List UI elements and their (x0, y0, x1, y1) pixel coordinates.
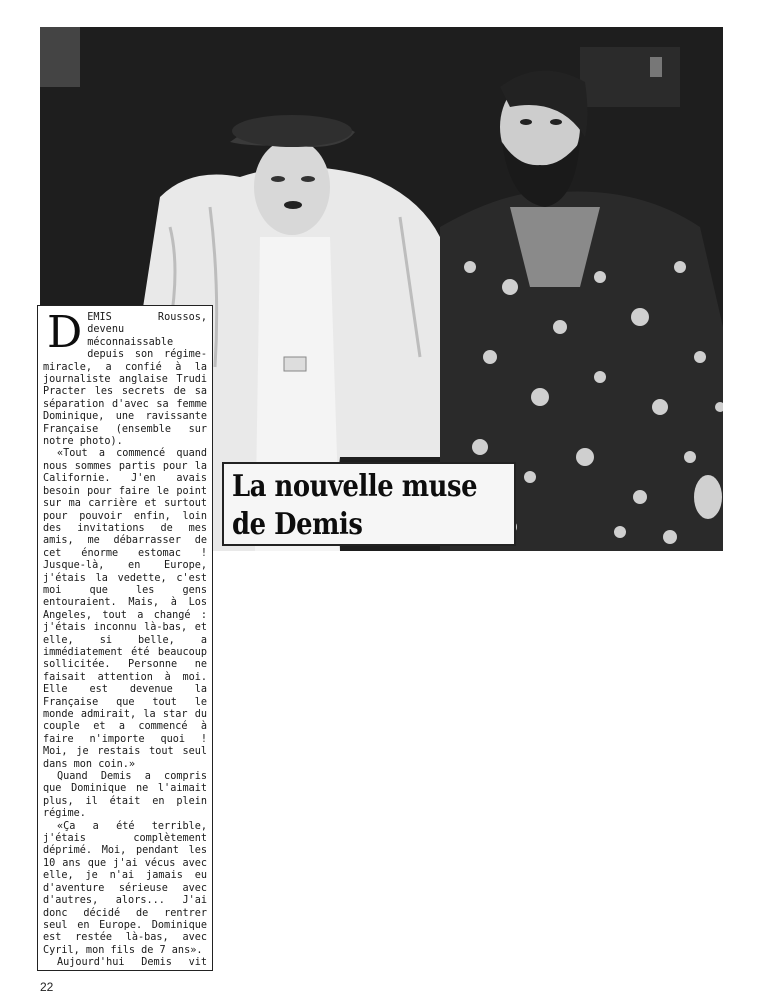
headline-box (222, 462, 516, 546)
article-body (37, 305, 213, 971)
paragraph-5: Aujourd'hui Demis vit (57, 957, 207, 969)
headline-line-2: de Demis (232, 507, 363, 542)
page-number: 22 (40, 980, 54, 994)
paragraph-2: «Tout a commencé quand nous sommes partis pour la Californie. J'en avais besoin pour faire le point sur ma carrière et surtout pour pouvoir enfin, loin des invitations de mes amis, me débarrasser de cet énorme estomac ! Jusque-là, en Europe, j'étais la vedette, c'est moi que les gens entouraient. Mais, à Los Angeles, tout a changé : j'étais inconnu là-bas, et elle, si belle, a immédiatement été beaucoup sollicitée. Personne ne faisait attention à moi. Elle est devenue la Française que tout le monde admirait, la star du couple et a commencé à faire n'importe quoi ! Moi, je restais tout seul dans mon coin.» (43, 448, 207, 770)
paragraph-4: «Ça a été terrible, j'étais complètement déprimé. Moi, pendant les 10 ans que j'ai vécus avec elle, je n'ai jamais eu d'aventure sérieuse avec d'autres, alors... J'ai donc décidé de rentrer seul en Europe. Dominique est restée là-bas, avec Cyril, mon fils de 7 ans». (43, 820, 207, 956)
paragraph-1: EMIS Roussos, devenu méconnaissable depuis son régime-miracle, a confié à la journaliste anglaise Trudi Practer les secrets de sa séparation d'avec sa femme Dominique, une ravissante Française (ensemble sur notre photo). (43, 312, 207, 448)
paragraph-3: Quand Demis a compris que Dominique ne l'aimait plus, il était en plein régime. (43, 771, 207, 820)
drop-cap: D (47, 307, 83, 358)
headline-line-1: La nouvelle muse (232, 469, 478, 504)
